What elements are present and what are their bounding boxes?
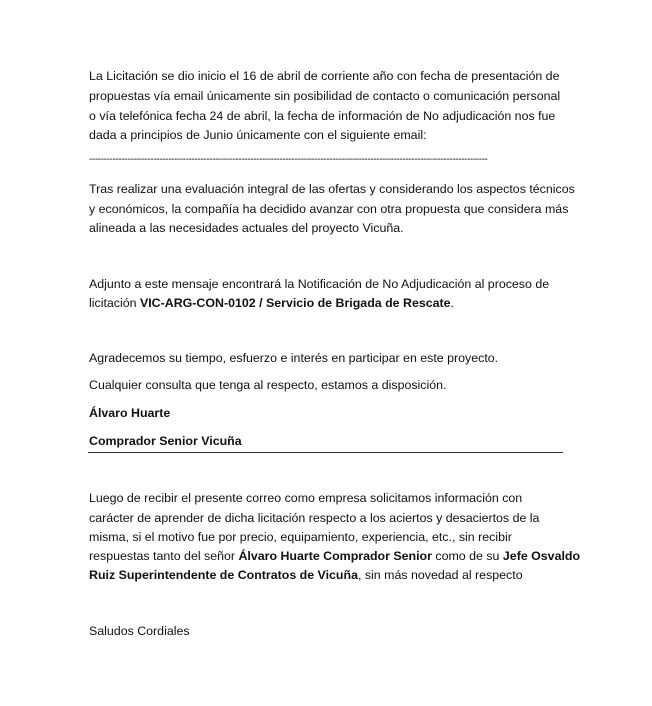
boss-reference-part2: Ruiz Superintendente de Contratos de Vicuña [89,568,358,582]
attachment-line-2-prefix: licitación [89,296,140,310]
intro-line-4: dada a principios de Junio únicamente con el siguiente email: [89,128,427,142]
followup-line-2: carácter de aprender de dicha licitación respecto a los aciertos y desaciertos de la [89,511,540,525]
signature-name [89,405,170,421]
signature-title-text: Comprador Senior Vicuña [89,434,242,448]
boss-reference-part1: Jefe Osvaldo [502,549,581,563]
followup-line-4-prefix: respuestas tanto del señor [89,549,239,563]
closing-line: Saludos Cordiales [89,624,190,638]
signature-title [89,433,242,449]
tender-reference: VIC-ARG-CON-0102 / Servicio de Brigada de Rescate [139,296,451,310]
followup-line-5-suffix: , sin más novedad al respecto [357,568,523,582]
thanks-line: Agradecemos su tiempo, esfuerzo e interés en participar en este proyecto. [89,351,499,365]
signature-name-text: Álvaro Huarte [89,406,171,420]
horizontal-rule [88,452,563,453]
followup-line-1: Luego de recibir el presente correo como empresa solicitamos información con [89,491,523,505]
evaluation-line-2: y económicos, la compañía ha decidido avanzar con otra propuesta que considera más [89,202,569,216]
contact-line: Cualquier consulta que tenga al respecto, estamos a disposición. [89,378,447,392]
intro-line-3: o vía telefónica fecha 24 de abril, la fecha de información de No adjudicación nos fue [89,109,556,123]
attachment-line-1: Adjunto a este mensaje encontrará la Notificación de No Adjudicación al proceso de [89,277,550,291]
attachment-line-2-suffix: . [450,296,454,310]
intro-line-1: La Licitación se dio inicio el 16 de abril de corriente año con fecha de presentación de [89,69,560,83]
evaluation-line-1: Tras realizar una evaluación integral de las ofertas y considerando los aspectos técnicos [89,182,575,196]
followup-line-3: misma, si el motivo fue por precio, equipamiento, experiencia, etc., sin recibir [89,530,512,544]
dashed-separator: ---------------------------------------------------------------------------------------------------------------------------------------- [89,154,488,165]
attachment-line-2 [89,295,454,311]
intro-line-2: propuestas vía email únicamente sin posibilidad de contacto o comunicación personal [89,89,561,103]
followup-line-4-mid: como de su [431,549,503,563]
followup-line-5 [89,567,523,583]
buyer-reference: Álvaro Huarte Comprador Senior [238,549,432,563]
followup-line-4 [89,548,580,564]
evaluation-line-3: alineada a las necesidades actuales del proyecto Vicuña. [89,221,404,235]
